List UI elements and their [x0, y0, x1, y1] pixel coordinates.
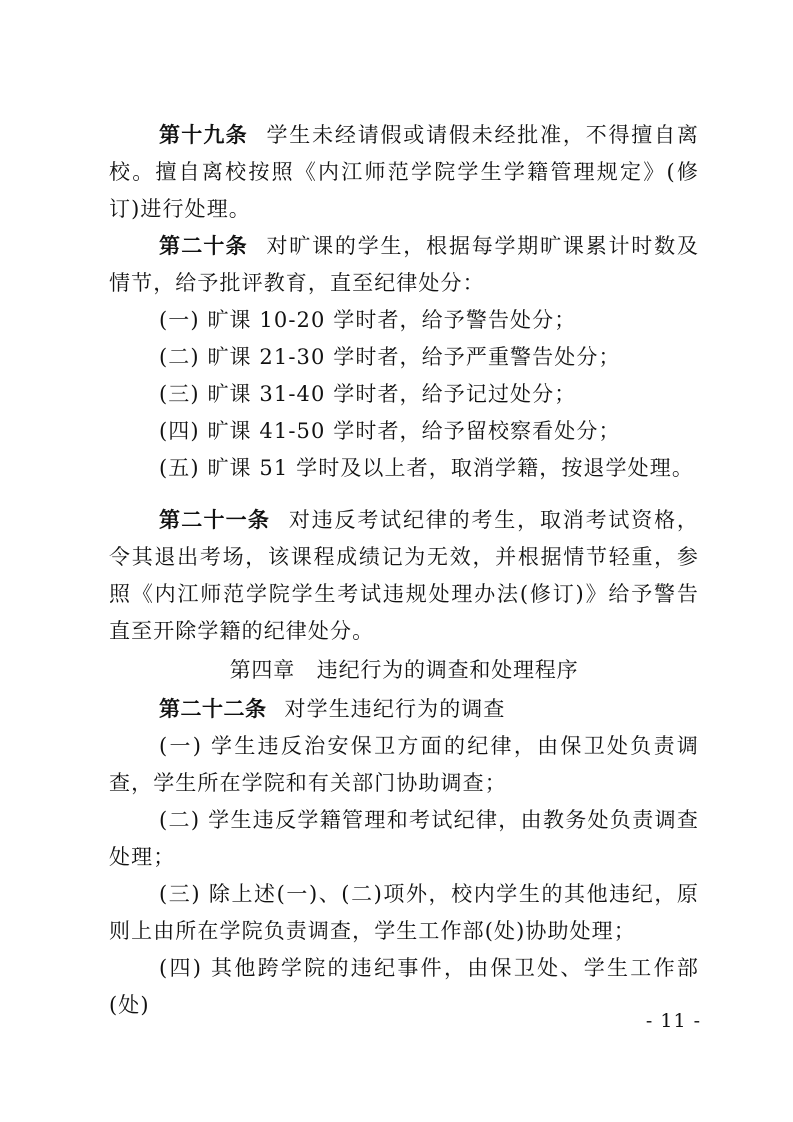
article-20-title: 第二十条: [159, 234, 248, 258]
article-22-title: 第二十二条: [159, 697, 267, 721]
article-21-title: 第二十一条: [159, 508, 271, 532]
article-20: [109, 228, 699, 302]
article-19: [109, 117, 699, 228]
article-20-item-3: (三) 旷课 31-40 学时者，给予记过处分；: [159, 382, 577, 406]
article-22-item-1: (一) 学生违反治安保卫方面的纪律，由保卫处负责调查，学生所在学院和有关部门协助调查；: [109, 734, 699, 795]
page-number: - 11 -: [645, 1010, 701, 1032]
chapter-4-heading: 第四章 违纪行为的调查和处理程序: [229, 658, 579, 682]
article-20-text: 对旷课的学生，根据每学期旷课累计时数及情节，给予批评教育，直至纪律处分：: [109, 234, 700, 295]
article-19-text: 学生未经请假或请假未经批准，不得擅自离校。擅自离校按照《内江师范学院学生学籍管理规定》(修订)进行处理。: [109, 123, 700, 221]
article-21: [109, 502, 699, 650]
article-20-item-4: (四) 旷课 41-50 学时者，给予留校察看处分；: [159, 419, 621, 443]
article-20-item-2: (二) 旷课 21-30 学时者，给予严重警告处分；: [159, 345, 621, 369]
article-22-item-2: (二) 学生违反学籍管理和考试纪律，由教务处负责调查处理；: [109, 808, 699, 869]
article-22-item-3: (三) 除上述(一)、(二)项外，校内学生的其他违纪，原则上由所在学院负责调查，学生工作部(处)协助处理；: [109, 882, 699, 943]
article-22: [109, 691, 699, 728]
article-22-item-4: (四) 其他跨学院的违纪事件，由保卫处、学生工作部(处): [109, 956, 699, 1017]
article-20-item-1: (一) 旷课 10-20 学时者，给予警告处分；: [159, 308, 577, 332]
article-19-title: 第十九条: [159, 123, 248, 147]
article-22-text: 对学生违纪行为的调查: [284, 697, 506, 721]
article-21-text: 对违反考试纪律的考生，取消考试资格，令其退出考场，该课程成绩记为无效，并根据情节轻重，参照《内江师范学院学生考试违规处理办法(修订)》给予警告直至开除学籍的纪律处分。: [109, 508, 699, 643]
article-20-item-5: (五) 旷课 51 学时及以上者，取消学籍，按退学处理。: [159, 456, 694, 480]
